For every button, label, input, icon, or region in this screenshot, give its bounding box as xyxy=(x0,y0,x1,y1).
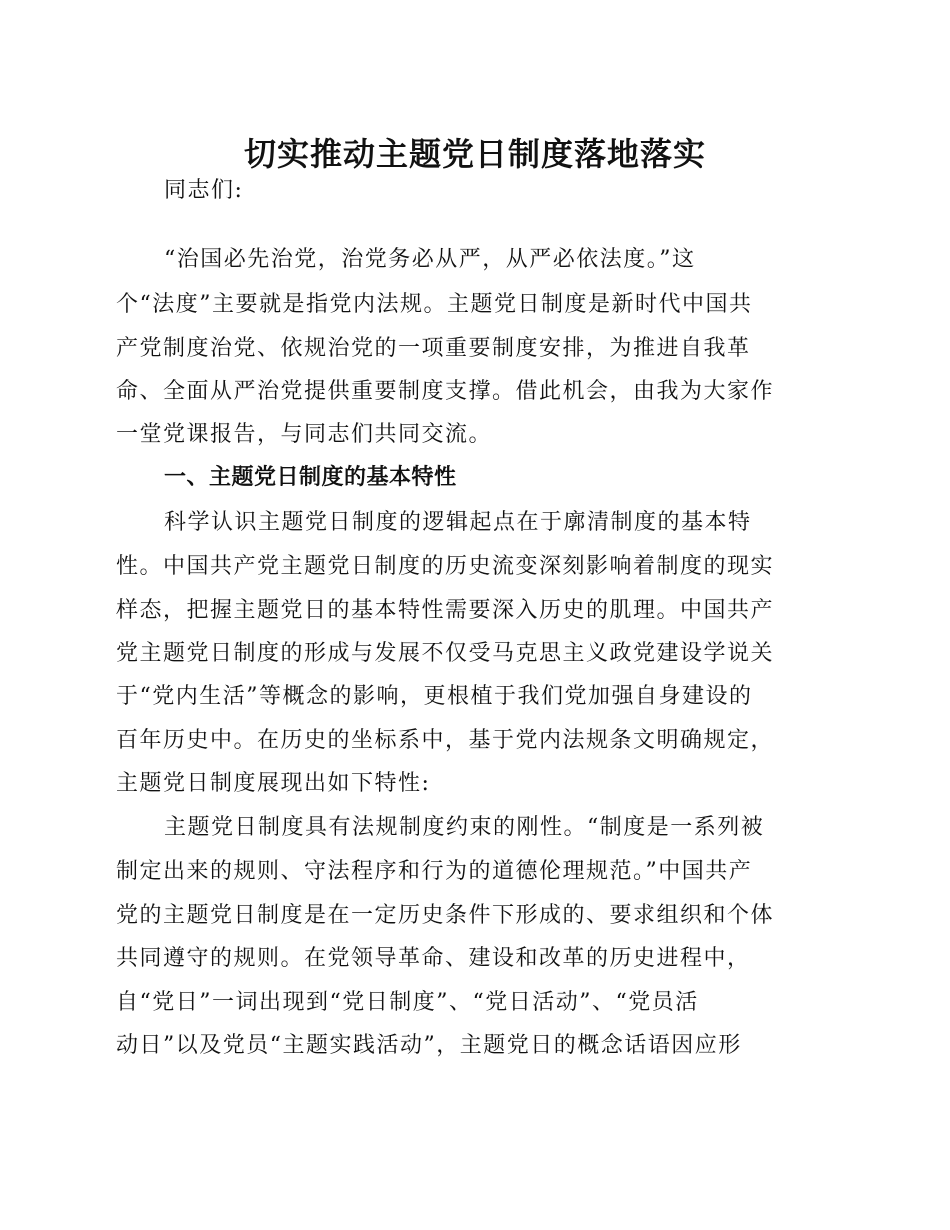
paragraph-line: 党主题党日制度的形成与发展不仅受马克思主义政党建设学说关 xyxy=(116,641,775,666)
paragraph-line: 命、全面从严治党提供重要制度支撑。借此机会，由我为大家作 xyxy=(116,379,775,404)
paragraph-line: 动日”以及党员“主题实践活动”，主题党日的概念话语因应形 xyxy=(116,1033,742,1058)
document-title: 切实推动主题党日制度落地落实 xyxy=(243,135,706,173)
section-heading: 一、主题党日制度的基本特性 xyxy=(164,465,457,490)
paragraph-line: 性。中国共产党主题党日制度的历史流变深刻影响着制度的现实 xyxy=(116,554,775,579)
paragraph-line: 主题党日制度具有法规制度约束的刚性。“制度是一系列被 xyxy=(164,815,765,840)
paragraph-line: 党的主题党日制度是在一定历史条件下形成的、要求组织和个体 xyxy=(116,903,775,928)
paragraph-line: 于“党内生活”等概念的影响，更根植于我们党加强自身建设的 xyxy=(116,684,753,709)
paragraph-line: 样态，把握主题党日的基本特性需要深入历史的肌理。中国共产 xyxy=(116,598,775,623)
paragraph-line: 产党制度治党、依规治党的一项重要制度安排，为推进自我革 xyxy=(116,336,751,361)
paragraph-line: “治国必先治党，治党务必从严，从严必依法度。”这 xyxy=(164,247,696,272)
paragraph-line: 共同遵守的规则。在党领导革命、建设和改革的历史进程中， xyxy=(116,946,751,971)
paragraph-line: 个“法度”主要就是指党内法规。主题党日制度是新时代中国共 xyxy=(116,292,753,317)
paragraph-line: 主题党日制度展现出如下特性: xyxy=(116,771,431,796)
paragraph-line: 百年历史中。在历史的坐标系中，基于党内法规条文明确规定， xyxy=(116,728,775,753)
paragraph-line: 自“党日”一词出现到“党日制度”、“党日活动”、“党员活 xyxy=(116,990,699,1015)
paragraph-line: 科学认识主题党日制度的逻辑起点在于廓清制度的基本特 xyxy=(164,510,752,535)
paragraph-line: 一堂党课报告，与同志们共同交流。 xyxy=(116,422,493,447)
salutation: 同志们: xyxy=(164,178,244,203)
paragraph-line: 制定出来的规则、守法程序和行为的道德伦理规范。”中国共产 xyxy=(116,859,753,884)
